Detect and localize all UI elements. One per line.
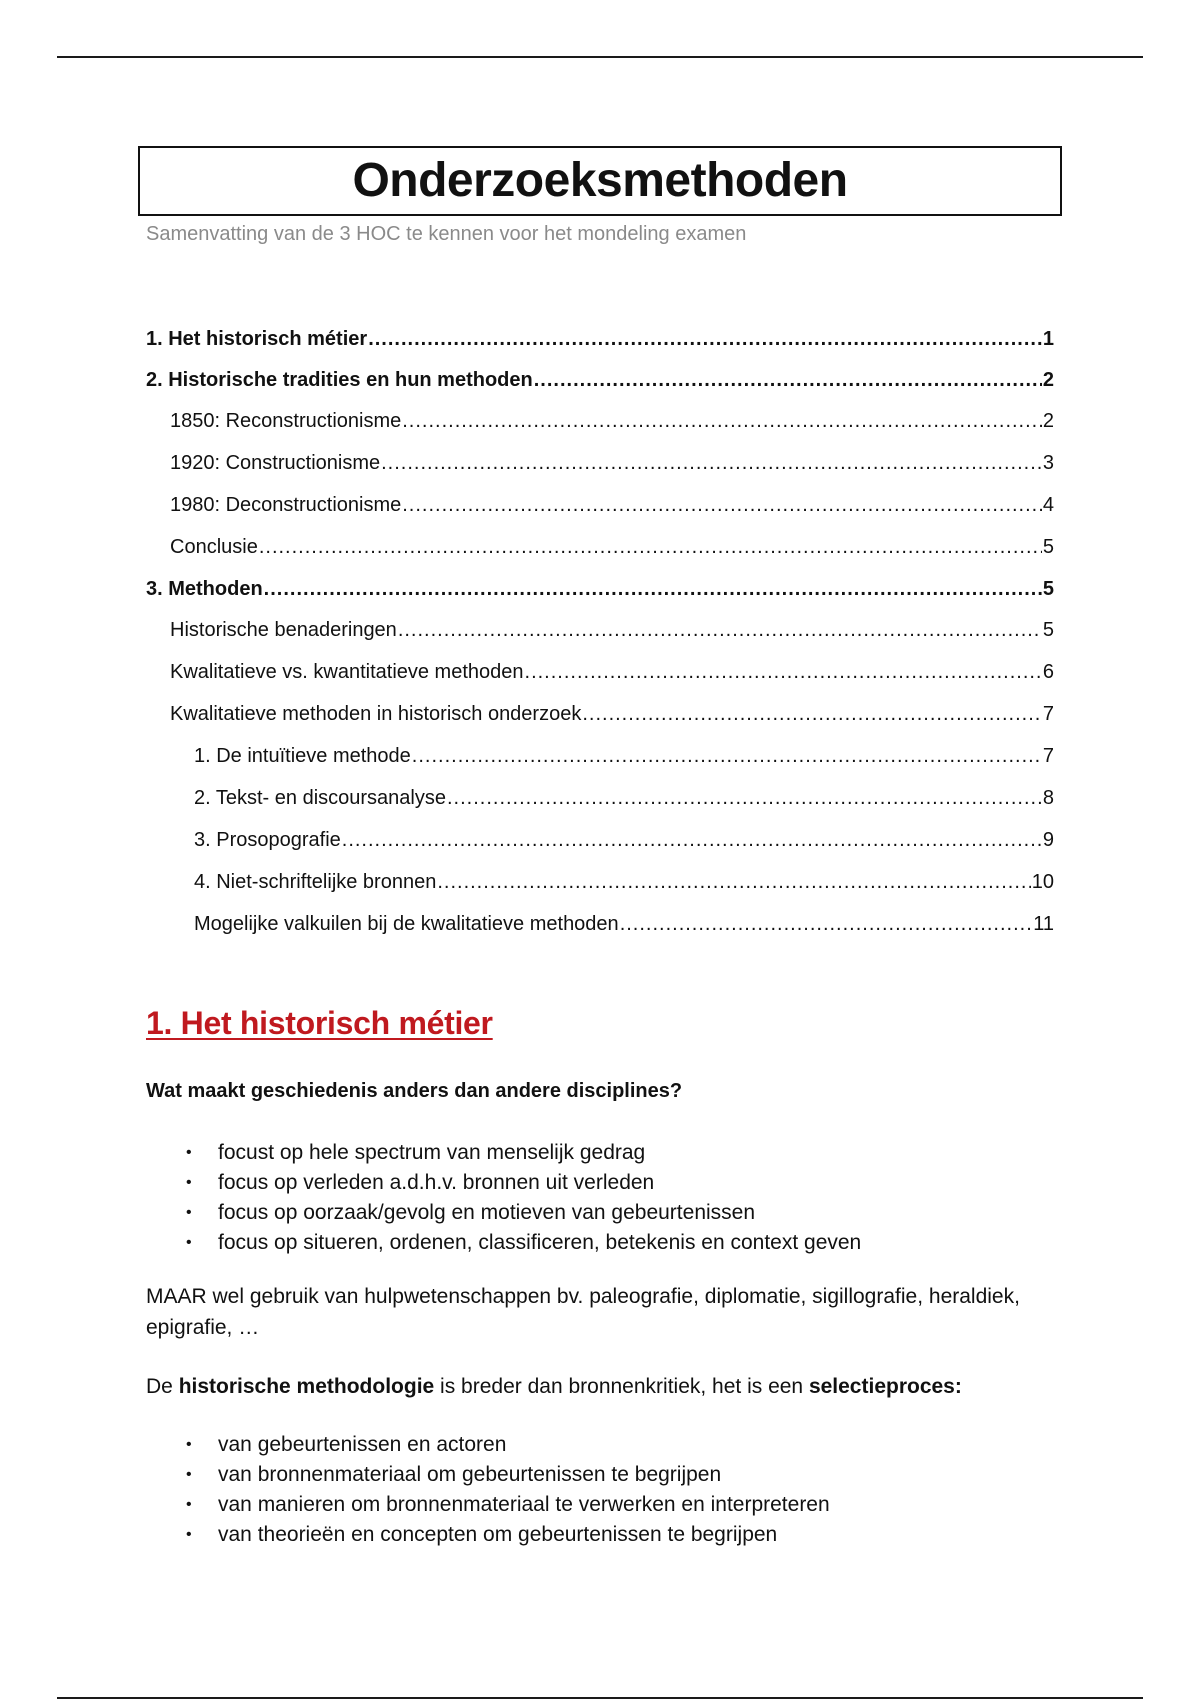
bullet-text: focus op oorzaak/gevolg en motieven van gebeurtenissen: [218, 1201, 756, 1224]
document-subtitle: Samenvatting van de 3 HOC te kennen voor het mondeling examen: [146, 223, 747, 245]
list-item: [146, 1138, 861, 1168]
toc-entry-label: 1850: Reconstructionisme: [170, 410, 402, 432]
toc-entry[interactable]: [146, 903, 1054, 945]
toc-page-number: 8: [1042, 787, 1054, 809]
toc-page-number: 10: [1031, 871, 1054, 893]
toc-page-number: 6: [1042, 661, 1054, 683]
toc-entry[interactable]: [146, 359, 1054, 400]
toc-dot-leader: [264, 577, 1042, 601]
toc-entry-label: 4. Niet-schriftelijke bronnen: [194, 871, 437, 893]
toc-entry[interactable]: [146, 861, 1054, 903]
toc-dot-leader: [620, 912, 1033, 936]
bullet-text: focus op situeren, ordenen, classificeren, betekenis en context geven: [218, 1231, 862, 1254]
bullet-text: focus op verleden a.d.h.v. bronnen uit verleden: [218, 1171, 655, 1194]
toc-dot-leader: [402, 409, 1042, 433]
toc-dot-leader: [402, 493, 1042, 517]
bullet-text: van gebeurtenissen en actoren: [218, 1433, 507, 1456]
title-box: [138, 146, 1062, 216]
toc-page-number: 5: [1042, 577, 1054, 600]
toc-dot-leader: [525, 660, 1042, 684]
toc-entry-label: 3. Prosopografie: [194, 829, 341, 851]
bullet-list-selectieproces: [146, 1430, 830, 1550]
toc-page-number: 5: [1042, 536, 1054, 558]
bullet-text: van manieren om bronnenmateriaal te verwerken en interpreteren: [218, 1493, 830, 1516]
toc-entry[interactable]: [146, 568, 1054, 609]
toc-entry[interactable]: [146, 609, 1054, 651]
toc-dot-leader: [437, 870, 1030, 894]
list-item: [146, 1198, 861, 1228]
toc-dot-leader: [412, 744, 1042, 768]
section-question: Wat maakt geschiedenis anders dan andere disciplines?: [146, 1080, 683, 1102]
toc-entry[interactable]: [146, 484, 1054, 526]
bullet-icon: •: [186, 1144, 192, 1161]
toc-page-number: 11: [1033, 913, 1054, 935]
toc-dot-leader: [534, 368, 1042, 392]
toc-dot-leader: [398, 618, 1042, 642]
toc-entry-label: 1920: Constructionisme: [170, 452, 381, 474]
toc-dot-leader: [447, 786, 1042, 810]
toc-entry-label: 2. Tekst- en discoursanalyse: [194, 787, 446, 809]
list-item: [146, 1520, 830, 1550]
toc-page-number: 9: [1042, 829, 1054, 851]
bullet-text: focust op hele spectrum van menselijk gedrag: [218, 1141, 646, 1164]
bullet-icon: •: [186, 1234, 192, 1251]
toc-entry[interactable]: [146, 777, 1054, 819]
toc-page-number: 4: [1042, 494, 1054, 516]
toc-entry[interactable]: [146, 318, 1054, 359]
toc-entry-label: Conclusie: [170, 536, 258, 558]
bullet-list-disciplines: [146, 1138, 861, 1258]
list-item: [146, 1228, 861, 1258]
list-item: [146, 1490, 830, 1520]
toc-page-number: 5: [1042, 619, 1054, 641]
toc-entry-label: 1. De intuïtieve methode: [194, 745, 411, 767]
paragraph-text: is breder dan bronnenkritiek, het is een: [434, 1375, 809, 1398]
toc-entry[interactable]: [146, 693, 1054, 735]
table-of-contents: [146, 318, 1054, 945]
bullet-icon: •: [186, 1496, 192, 1513]
toc-page-number: 2: [1042, 368, 1054, 391]
toc-dot-leader: [342, 828, 1042, 852]
toc-page-number: 2: [1042, 410, 1054, 432]
bullet-icon: •: [186, 1204, 192, 1221]
toc-entry-label: Kwalitatieve methoden in historisch onderzoek: [170, 703, 582, 725]
toc-entry-label: 2. Historische tradities en hun methoden: [146, 368, 533, 391]
bullet-icon: •: [186, 1174, 192, 1191]
bullet-text: van bronnenmateriaal om gebeurtenissen te begrijpen: [218, 1463, 722, 1486]
toc-entry[interactable]: [146, 400, 1054, 442]
paragraph-hulpwetenschappen: MAAR wel gebruik van hulpwetenschappen bv. paleografie, diplomatie, sigillografie, heraldiek, epigrafie, …: [146, 1285, 1020, 1339]
section-heading: 1. Het historisch métier: [146, 1005, 493, 1041]
toc-entry[interactable]: [146, 442, 1054, 484]
toc-entry-label: 1980: Deconstructionisme: [170, 494, 402, 516]
page-top-rule: [57, 56, 1143, 58]
document-title: Onderzoeksmethoden: [352, 154, 848, 207]
toc-entry-label: Historische benaderingen: [170, 619, 397, 641]
bullet-text: van theorieën en concepten om gebeurtenissen te begrijpen: [218, 1523, 778, 1546]
paragraph-text: De: [146, 1375, 179, 1398]
toc-entry[interactable]: [146, 819, 1054, 861]
page-bottom-rule: [57, 1697, 1143, 1699]
toc-dot-leader: [381, 451, 1042, 475]
bullet-icon: •: [186, 1526, 192, 1543]
paragraph-methodologie: [146, 1371, 1046, 1402]
toc-page-number: 1: [1042, 327, 1054, 350]
toc-dot-leader: [259, 535, 1042, 559]
bold-term: historische methodologie: [178, 1375, 435, 1398]
toc-entry[interactable]: [146, 735, 1054, 777]
toc-entry-label: 3. Methoden: [146, 577, 263, 600]
list-item: [146, 1430, 830, 1460]
toc-entry-label: 1. Het historisch métier: [146, 327, 368, 350]
list-item: [146, 1168, 861, 1198]
toc-entry[interactable]: [146, 526, 1054, 568]
list-item: [146, 1460, 830, 1490]
toc-page-number: 3: [1042, 452, 1054, 474]
bullet-icon: •: [186, 1466, 192, 1483]
bold-term: selectieproces:: [808, 1375, 962, 1398]
toc-page-number: 7: [1042, 703, 1054, 725]
toc-dot-leader: [582, 702, 1042, 726]
toc-entry-label: Mogelijke valkuilen bij de kwalitatieve methoden: [194, 913, 619, 935]
toc-dot-leader: [368, 327, 1042, 351]
toc-page-number: 7: [1042, 745, 1054, 767]
bullet-icon: •: [186, 1436, 192, 1453]
toc-entry-label: Kwalitatieve vs. kwantitatieve methoden: [170, 661, 524, 683]
toc-entry[interactable]: [146, 651, 1054, 693]
